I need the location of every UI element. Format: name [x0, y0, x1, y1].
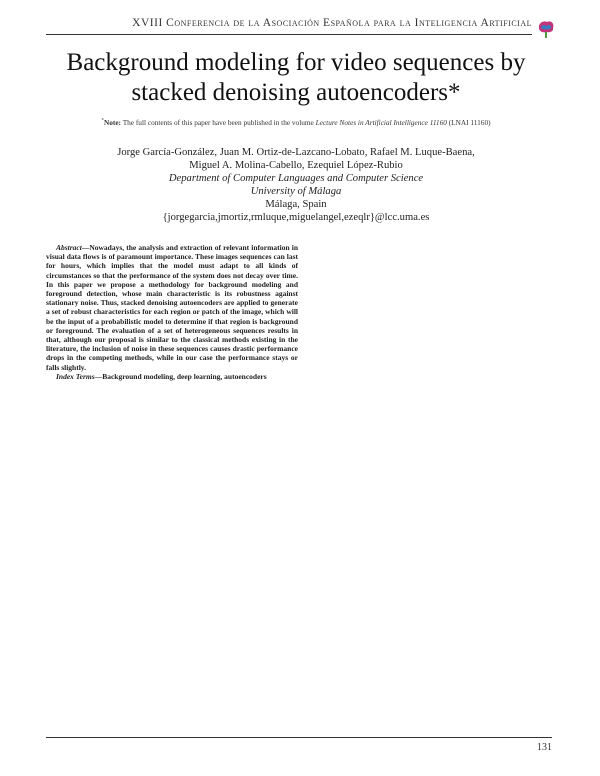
university: University of Málaga [250, 186, 342, 197]
footer-rule [46, 737, 552, 738]
abstract-label: Abstract [56, 243, 82, 252]
department: Department of Computer Languages and Computer Science [168, 173, 424, 184]
index-terms-label: Index Terms [56, 371, 95, 381]
authors-line-2: Miguel A. Molina-Cabello, Ezequiel López-Rubio [189, 160, 403, 171]
conference-name: XVIII Conferencia de la Asociación Española para la Inteligencia Artificial [132, 17, 532, 29]
note-text-after: (LNAI 11160) [448, 118, 491, 127]
author-block [40, 146, 552, 224]
index-terms [46, 372, 298, 381]
brain-logo-icon [537, 20, 555, 40]
location: Málaga, Spain [265, 199, 327, 210]
emails: {jorgegarcia,jmortiz,rmluque,miguelangel,ezeqlr}@lcc.uma.es [162, 212, 430, 223]
paper-title [40, 48, 552, 108]
abstract [46, 243, 298, 381]
title-line-2: stacked denoising autoencoders* [131, 79, 461, 106]
abstract-paragraph [46, 243, 298, 372]
note-mark: * [101, 118, 104, 124]
index-terms-text: —Background modeling, deep learning, autoencoders [94, 371, 267, 381]
authors-line-1: Jorge García-González, Juan M. Ortiz-de-Lazcano-Lobato, Rafael M. Luque-Baena, [117, 147, 475, 158]
running-header [46, 16, 532, 35]
title-line-1: Background modeling for video sequences by [66, 49, 526, 76]
publication-note [40, 118, 552, 127]
abstract-text: —Nowadays, the analysis and extraction of relevant information in visual data flows is of paramount importance. These images sequences can last for hours, which implies that the model must adapt to all kinds of circumstances so that the performance of the system does not decay over time. In this paper we propose a methodology for background modeling and foreground detection, whose main characteristic is its robustness against stationary noise. Thus, stacked denoising autoencoders are applied to generate a set of robust characteristics for each region or patch of the image, which will be the input of a probabilistic model to determine if that region is background or foreground. The evaluation of a set of heterogeneous sequences results in that, although our proposal is similar to the classical methods existing in the literature, the inclusion of noise in these sequences causes drastic performance drops in the competing methods, while in our case the performance stays or falls slightly. [46, 243, 298, 372]
note-label: Note: [103, 118, 121, 127]
note-text-before: The full contents of this paper have been published in the volume [122, 118, 314, 127]
page-number: 131 [537, 742, 552, 753]
note-volume: Lecture Notes in Artificial Intelligence 11160 [315, 118, 447, 127]
